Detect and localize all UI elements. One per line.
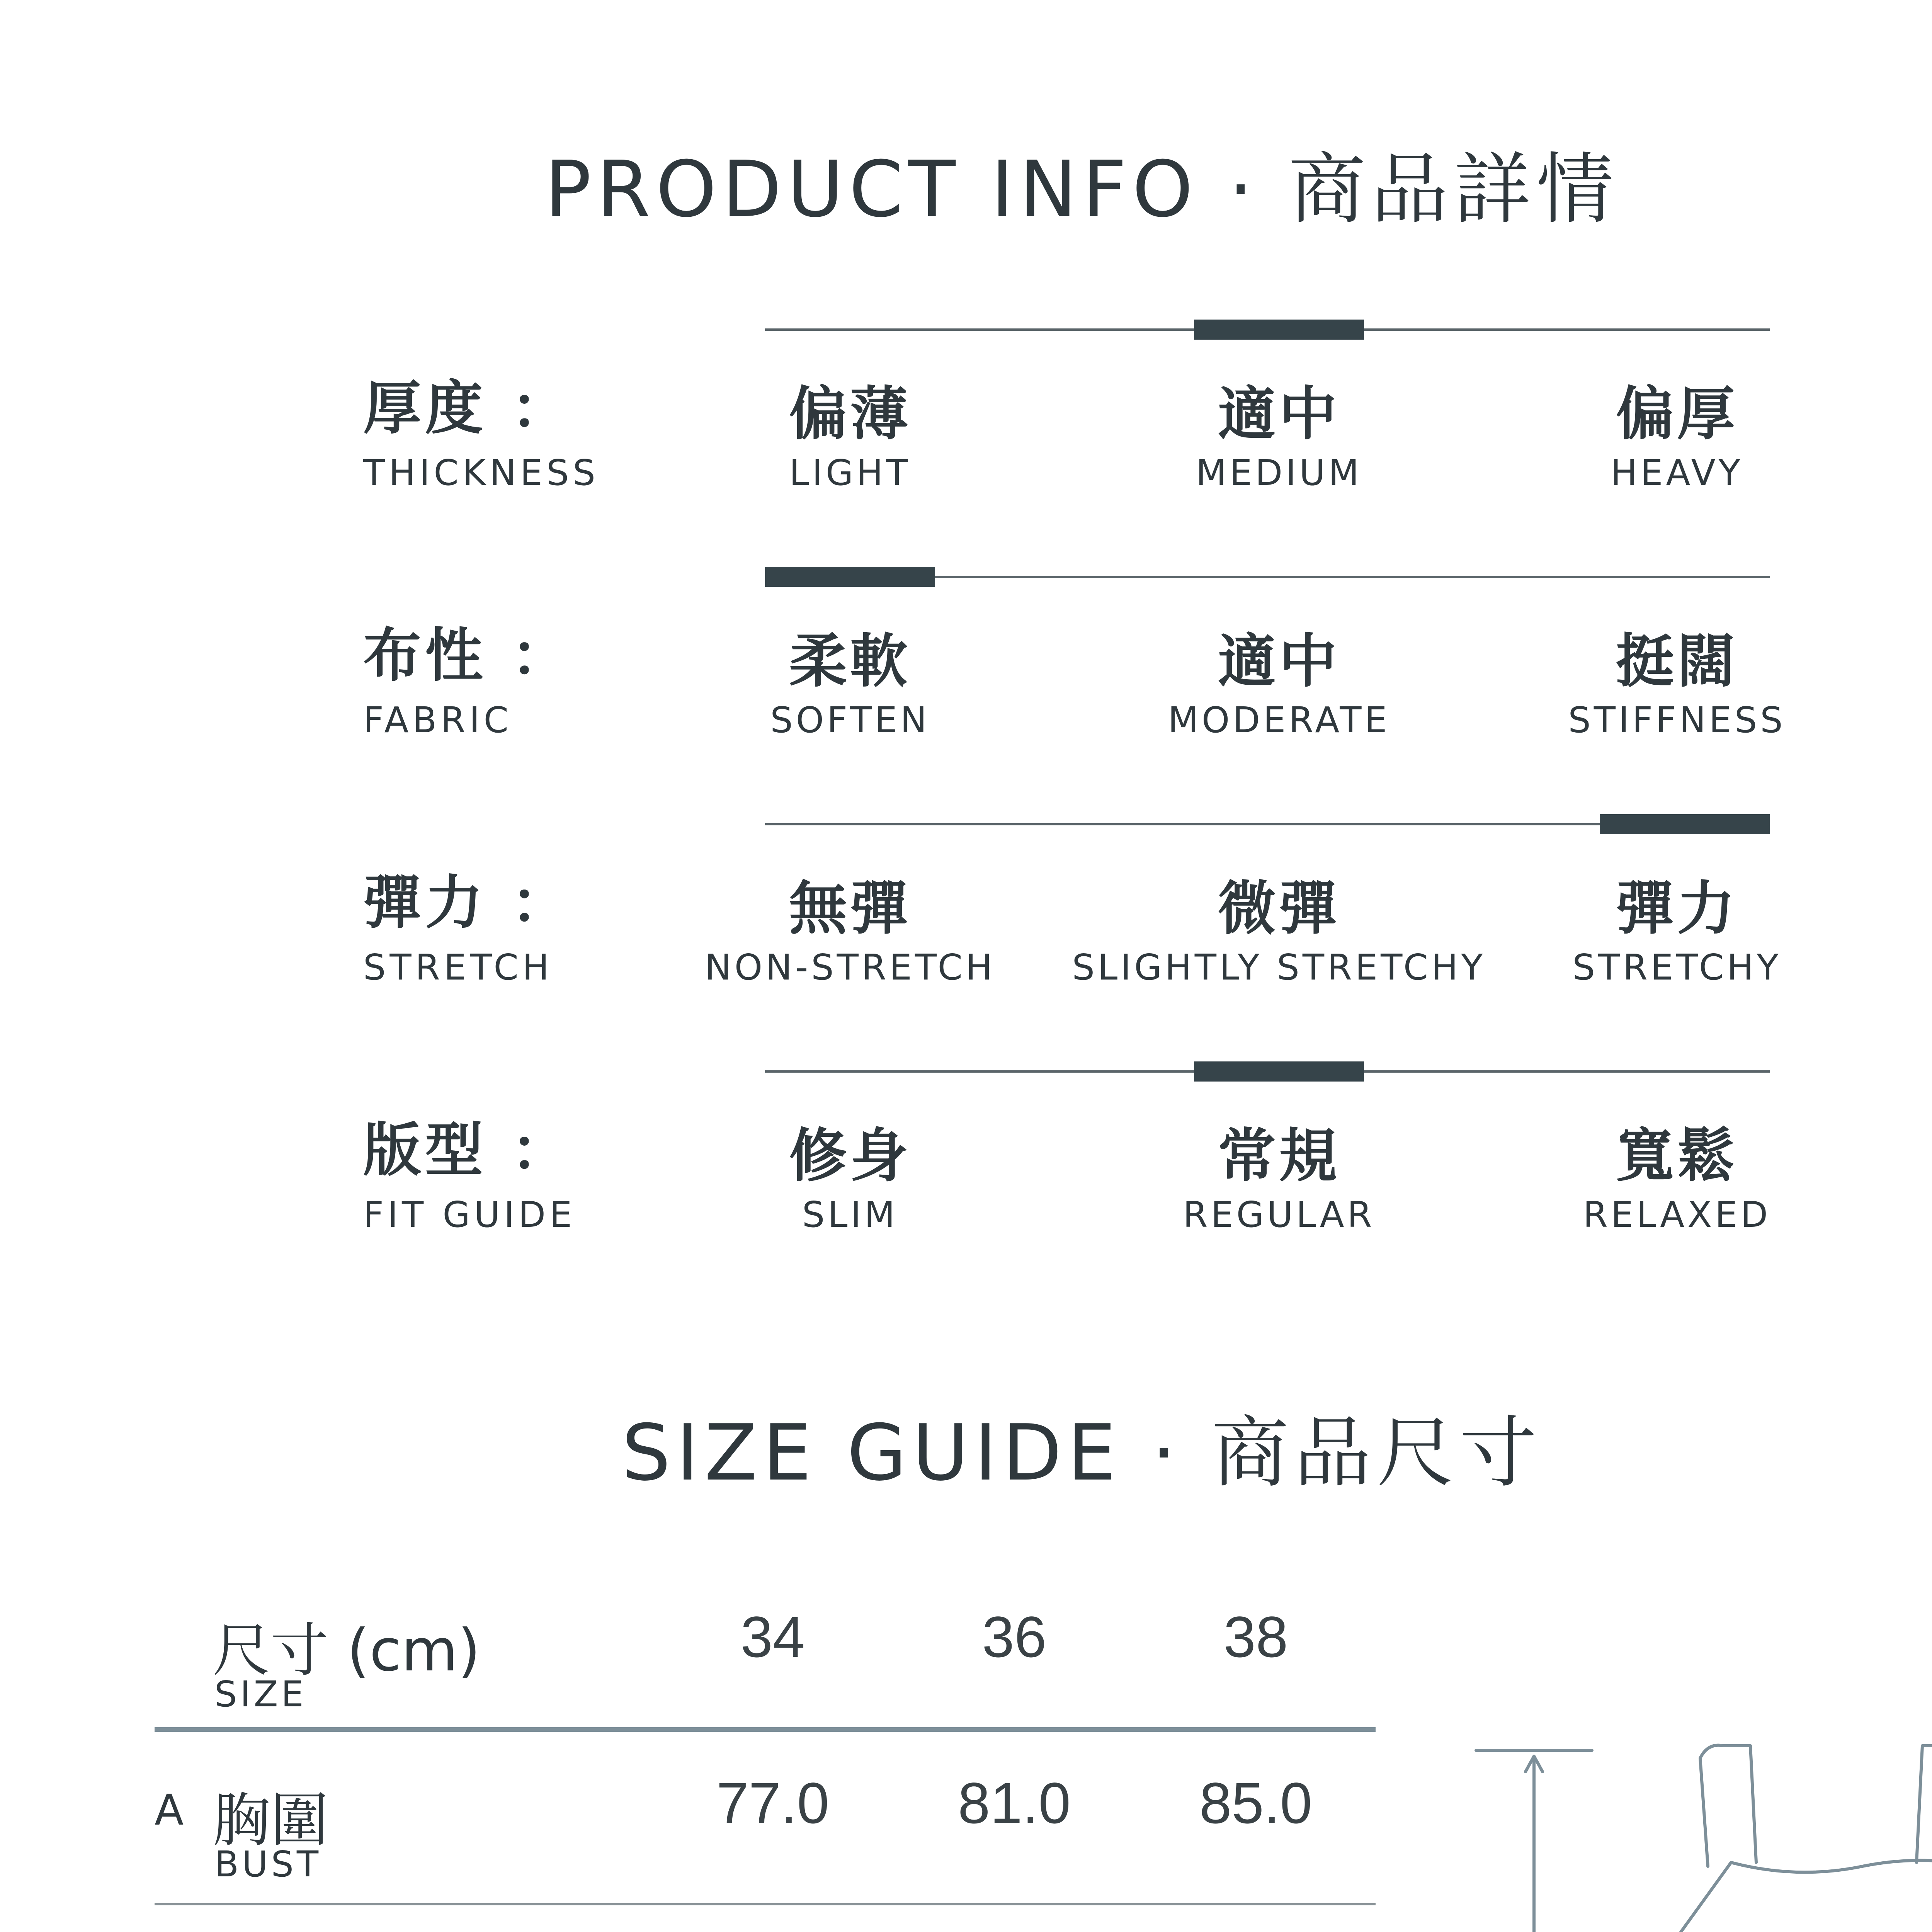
scale-option-label: 寬鬆	[1616, 1122, 1738, 1190]
row-letter: A	[155, 1785, 184, 1835]
table-header-rule	[155, 1727, 1376, 1732]
scale-option-label: 常規	[1218, 1122, 1340, 1190]
right-strap	[1917, 1745, 1932, 1866]
size-header-label-en: SIZE	[214, 1673, 307, 1715]
row-label-en: BUST	[214, 1844, 322, 1885]
table-cell: 77.0	[716, 1770, 829, 1835]
scale-selected-marker	[765, 567, 935, 587]
attribute-label: 厚度 ：	[363, 375, 573, 442]
garment-body	[1681, 1861, 1932, 1932]
scale-option-label-en: STRETCHY	[1572, 947, 1782, 988]
table-cell: 85.0	[1199, 1770, 1312, 1835]
scale-selected-marker	[1600, 814, 1770, 834]
attribute-label-en: STRETCH	[363, 947, 553, 988]
scale-option-label: 偏厚	[1616, 381, 1738, 448]
scale-option-label-en: RELAXED	[1583, 1194, 1771, 1235]
scale-option-label-en: MEDIUM	[1196, 452, 1362, 493]
row-divider	[155, 1903, 1376, 1905]
scale-option-label: 柔軟	[789, 628, 911, 695]
attribute-label-en: FABRIC	[363, 699, 512, 741]
scale-option-label-en: REGULAR	[1183, 1194, 1375, 1235]
scale-option-label: 無彈	[789, 875, 911, 942]
scale-option-label: 挺闊	[1616, 628, 1738, 695]
row-label: 胸圍	[213, 1787, 329, 1854]
scale-option-label: 偏薄	[789, 381, 911, 448]
scale-selected-marker	[1194, 1061, 1364, 1082]
product-info-title: PRODUCT INFO · 商品詳情	[544, 145, 1619, 235]
size-column-38: 38	[1223, 1604, 1288, 1669]
scale-option-label-en: NON-STRETCH	[704, 947, 996, 988]
attribute-label: 彈力 ：	[363, 869, 573, 937]
scale-option-label: 彈力	[1616, 875, 1738, 942]
size-guide-title: SIZE GUIDE · 商品尺寸	[621, 1408, 1543, 1498]
table-cell: 81.0	[958, 1770, 1071, 1835]
attribute-label-en: FIT GUIDE	[363, 1194, 576, 1235]
attribute-label-en: THICKNESS	[363, 452, 599, 493]
scale-option-label: 微彈	[1218, 875, 1340, 942]
left-strap	[1700, 1745, 1756, 1866]
size-column-34: 34	[740, 1604, 805, 1669]
garment-diagram	[1430, 1700, 1932, 1932]
scale-option-label-en: MODERATE	[1168, 699, 1390, 741]
scale-selected-marker	[1194, 320, 1364, 340]
scale-option-label-en: LIGHT	[789, 452, 911, 493]
scale-option-label: 適中	[1218, 381, 1340, 448]
scale-option-label-en: SLIGHTLY STRETCHY	[1072, 947, 1486, 988]
size-header-label: 尺寸 (cm)	[213, 1617, 481, 1684]
scale-option-label-en: HEAVY	[1611, 452, 1743, 493]
attribute-label: 布性 ：	[363, 622, 573, 689]
scale-option-label-en: SLIM	[802, 1194, 898, 1235]
size-column-36: 36	[982, 1604, 1047, 1669]
scale-option-label: 適中	[1218, 628, 1340, 695]
scale-option-label-en: STIFFNESS	[1568, 699, 1786, 741]
scale-option-label-en: SOFTEN	[770, 699, 930, 741]
scale-option-label: 修身	[789, 1122, 911, 1190]
attribute-label: 版型 ：	[363, 1117, 573, 1184]
